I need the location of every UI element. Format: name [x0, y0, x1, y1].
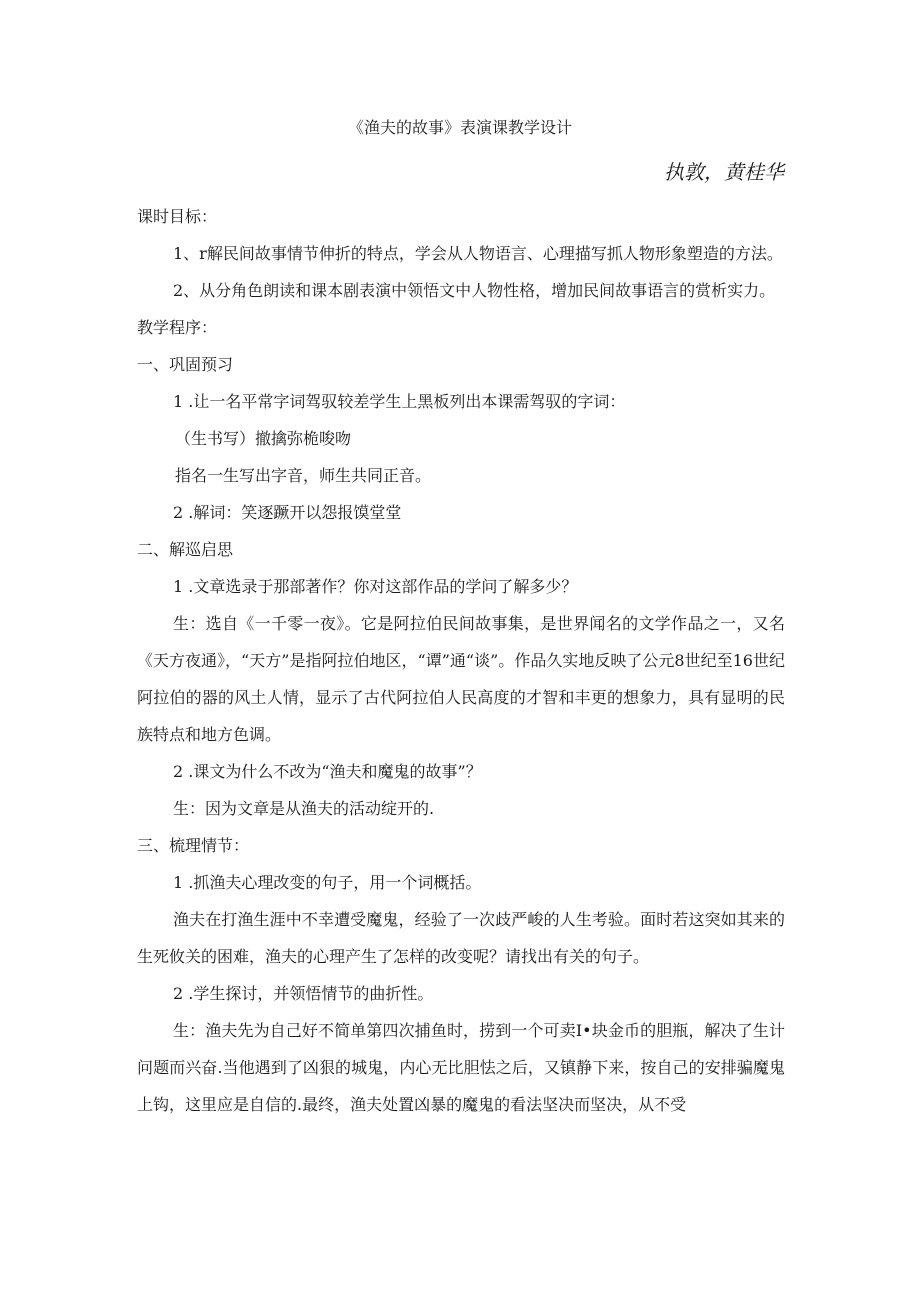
section-heading-3: 三、梳理情节： [137, 836, 250, 855]
step-3-1: 1 .抓渔夫心理改变的句子，用一个词概括。 [173, 873, 482, 892]
answer-2-1: 生：选自《一千零一夜》。它是阿拉伯民间故事集，是世界闻名的文学作品之一，又名《天方夜通》，“天方”是指阿拉伯地区，“谭”通“谈”。作品久实地反映了公元8世纪至16世纪阿拉伯的器的风土人情，显示了古代阿拉伯人民高度的才智和丰更的想象力，具有显明的民族特点和地方色调。 [137, 614, 785, 744]
step-2-1: 1 .文章选录于那部著作？你对这部作品的学问了解多少？ [173, 577, 578, 596]
page-title: 《渔夫的故事》表演课教学设计 [347, 118, 572, 137]
answer-2-2: 生：因为文章是从渔夫的活动绽开的. [173, 799, 435, 818]
text-3-1: 渔夫在打渔生涯中不幸遭受魔鬼，经验了一次歧严峻的人生考验。面时若这突如其来的生死攸关的困难，渔夫的心理产生了怎样的改变呢？请找出有关的句子。 [137, 910, 785, 966]
document-body [137, 198, 785, 1123]
section-heading-1: 一、巩固预习 [137, 355, 234, 374]
answer-3-2: 生：渔夫先为自己好不简单第四次捕鱼时，捞到一个可卖I•块金币的胆瓶，解决了生计问题而兴奋.当他遇到了凶狠的城鬼，内心无比胆怯之后，又镇静下来，按自己的安排骗魔鬼上钩，这里应是自信的.最终，渔夫处置凶暴的魔鬼的看法坚决而坚决，从不受 [137, 1021, 785, 1114]
section-heading-procedure: 教学程序： [137, 318, 218, 337]
section-heading-goals: 课时目标： [137, 207, 218, 226]
goal-item-2: 2、从分角色朗读和课本剧表演中领悟文中人物性格，增加民间故事语言的赏析实力。 [173, 281, 776, 300]
step-1-1: 1 .让一名平常字词驾驭较差学生上黑板列出本课需驾驭的字词： [173, 392, 626, 411]
section-heading-2: 二、解巡启思 [137, 540, 234, 559]
goal-item-1: 1、r解民间故事情节伸折的特点，学会从人物语言、心理描写抓人物形象塑造的方法。 [173, 244, 783, 263]
step-3-2: 2 .学生探讨，并领悟情节的曲折性。 [173, 984, 434, 1003]
student-writing-line: （生书写）撤擒弥桅唆吻 [175, 429, 352, 448]
pronunciation-line: 指名一生写出字音，师生共同正音。 [175, 466, 432, 485]
step-1-2: 2 .解词：笑逐蹶开以怨报馍堂堂 [173, 503, 402, 522]
author-line: 执敦，黄桂华 [664, 160, 784, 184]
step-2-2: 2 .课文为什么不改为“渔夫和魔鬼的故事”？ [173, 762, 482, 781]
